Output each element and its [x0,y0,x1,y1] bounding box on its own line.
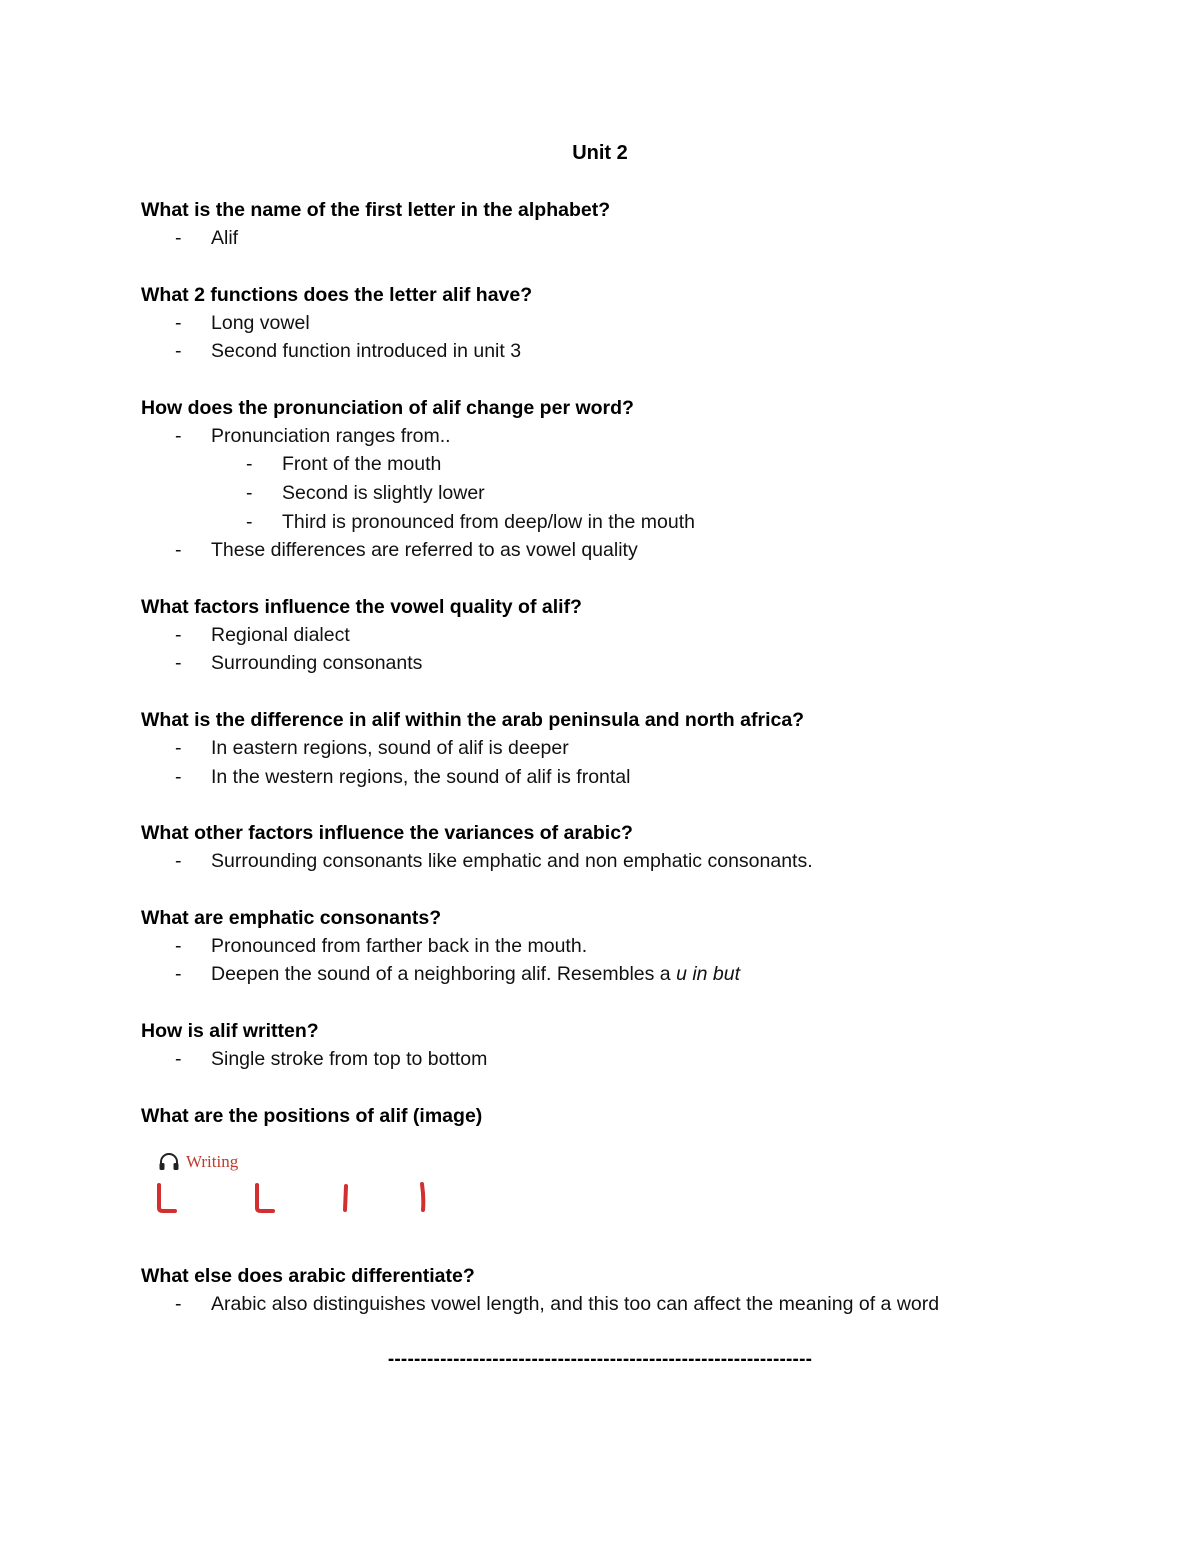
answer-item [141,621,1061,650]
bullet-dash: - [175,765,182,788]
answer-list [141,847,1061,876]
answer-list [141,1045,1061,1074]
answer-text: Pronunciation ranges from.. [211,424,451,447]
answer-text: Regional dialect [211,623,350,646]
answer-text: These differences are referred to as vowel quality [211,539,638,562]
question-heading: What is the name of the first letter in the alphabet? [141,199,611,221]
qa-section [141,819,1061,876]
answer-list [141,621,1061,678]
question-heading: What else does arabic differentiate? [141,1264,475,1287]
answer-list [141,309,1061,366]
bullet-dash: - [246,481,253,504]
answer-item [141,763,1061,792]
answer-item [141,1045,1061,1074]
alif-medial-form [257,1185,273,1211]
question-heading: What are the positions of alif (image) [141,1104,483,1127]
alif-forms-figure [153,1182,453,1222]
answer-list [141,1290,1061,1319]
answer-text: Long vowel [211,311,310,334]
qa-section [141,196,1061,253]
qa-section [141,593,1061,678]
bullet-dash: - [175,340,182,363]
document-page [141,138,1061,1374]
answer-text: Deepen the sound of a neighboring alif. Resembles a [211,963,677,986]
bullet-dash: - [175,963,182,986]
question-heading: What is the difference in alif within the arab peninsula and north africa? [141,708,805,731]
answer-item [141,309,1061,338]
answer-list [141,224,1061,253]
qa-section [141,706,1061,791]
answer-item [141,337,1061,366]
sub-answer-item [141,450,1061,479]
alif-positions-image [141,1138,1061,1234]
question-heading: How does the pronunciation of alif change per word? [141,396,634,419]
page-title: Unit 2 [572,142,628,164]
answer-list [141,422,1061,565]
bullet-dash: - [175,311,182,334]
bullet-dash: - [175,652,182,675]
answer-list [141,932,1061,989]
answer-item [141,960,1061,989]
writing-label: Writing [186,1151,239,1171]
answer-list [141,734,1061,791]
qa-section [141,1017,1061,1074]
bullet-dash: - [175,424,182,447]
answer-item [141,422,1061,451]
alif-final-form [159,1185,175,1211]
question-heading: What factors influence the vowel quality of alif? [141,595,582,618]
alif-initial-form [345,1186,346,1210]
answer-item [141,847,1061,876]
answer-item [141,1290,1061,1319]
bullet-dash: - [175,539,182,562]
answer-italic-text: u in but [676,963,741,986]
qa-sections [141,196,1061,1318]
answer-text: Pronounced from farther back in the mouth. [211,934,588,957]
answer-text: Arabic also distinguishes vowel length, and this too can affect the meaning of a word [211,1292,940,1315]
answer-text: Second is slightly lower [282,481,485,504]
answer-text: Single stroke from top to bottom [211,1047,488,1070]
bullet-dash: - [246,510,253,533]
question-heading: How is alif written? [141,1019,319,1042]
question-heading: What are emphatic consonants? [141,906,442,929]
headphones-icon [158,1152,180,1172]
sub-answer-item [141,508,1061,537]
section-divider: ----------------------------------------------------------------- [387,1349,813,1371]
bullet-dash: - [175,736,182,759]
alif-isolated-form [422,1184,423,1210]
sub-answer-item [141,479,1061,508]
answer-text: Third is pronounced from deep/low in the mouth [282,510,695,533]
writing-header [158,1150,238,1174]
answer-item [141,932,1061,961]
answer-text: Second function introduced in unit 3 [211,340,522,363]
bullet-dash: - [175,623,182,646]
qa-section [141,281,1061,366]
answer-text: Surrounding consonants like emphatic and non emphatic consonants. [211,850,813,873]
bullet-dash: - [175,850,182,873]
qa-section [141,904,1061,989]
answer-item [141,536,1061,565]
bullet-dash: - [175,1292,182,1315]
question-heading: What other factors influence the variances of arabic? [141,822,633,845]
question-heading: What 2 functions does the letter alif have? [141,283,533,306]
answer-item [141,649,1061,678]
answer-text: In the western regions, the sound of alif is frontal [211,765,631,788]
bullet-dash: - [246,453,253,476]
answer-text: In eastern regions, sound of alif is deeper [211,736,569,759]
bullet-dash: - [175,1047,182,1070]
qa-section [141,394,1061,565]
answer-item [141,224,1061,253]
bullet-dash: - [175,227,182,249]
answer-item [141,734,1061,763]
answer-text: Front of the mouth [282,453,442,476]
qa-section [141,1102,1061,1234]
bullet-dash: - [175,934,182,957]
qa-section [141,1262,1061,1319]
answer-text: Alif [211,227,239,249]
answer-text: Surrounding consonants [211,652,423,675]
